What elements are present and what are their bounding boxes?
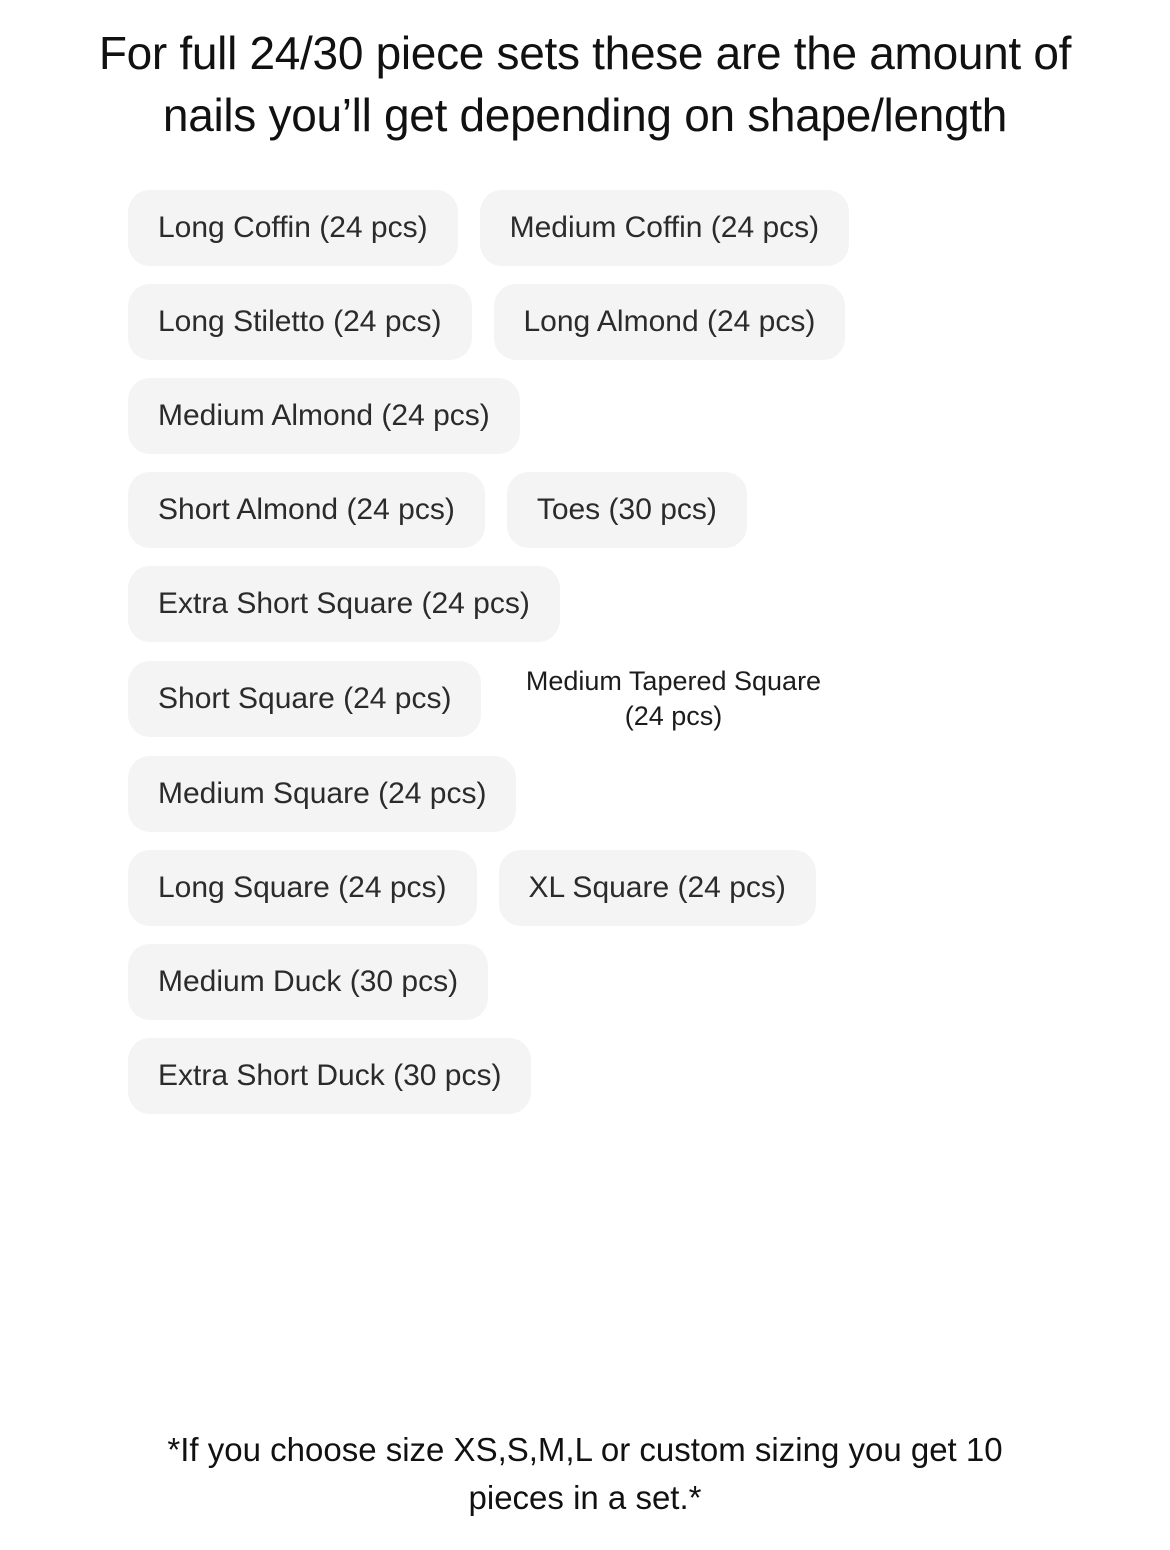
chip-row — [128, 944, 1042, 1020]
shape-chip-extra-short-square[interactable]: Extra Short Square (24 pcs) — [128, 566, 560, 642]
shape-chip-long-stiletto[interactable]: Long Stiletto (24 pcs) — [128, 284, 472, 360]
shape-chip-long-coffin[interactable]: Long Coffin (24 pcs) — [128, 190, 458, 266]
shape-chip-toes[interactable]: Toes (30 pcs) — [507, 472, 747, 548]
shape-chip-long-almond[interactable]: Long Almond (24 pcs) — [494, 284, 846, 360]
chip-row — [128, 378, 1042, 454]
nail-size-info-page — [0, 22, 1170, 1550]
chip-row — [128, 190, 1042, 266]
chip-row — [128, 660, 1042, 738]
shape-chip-short-square[interactable]: Short Square (24 pcs) — [128, 661, 481, 737]
shape-chip-list — [0, 190, 1170, 1114]
chip-row — [128, 284, 1042, 360]
footnote-text: *If you choose size XS,S,M,L or custom sizing you get 10 pieces in a set.* — [167, 1431, 1003, 1517]
shape-label-medium-tapered-square: Medium Tapered Square (24 pcs) — [525, 666, 822, 732]
shape-chip-long-square[interactable]: Long Square (24 pcs) — [128, 850, 477, 926]
chip-row — [128, 1038, 1042, 1114]
shape-chip-medium-square[interactable]: Medium Square (24 pcs) — [128, 756, 516, 832]
chip-row — [128, 566, 1042, 642]
shape-chip-extra-short-duck[interactable]: Extra Short Duck (30 pcs) — [128, 1038, 531, 1114]
shape-chip-short-almond[interactable]: Short Almond (24 pcs) — [128, 472, 485, 548]
shape-chip-medium-almond[interactable]: Medium Almond (24 pcs) — [128, 378, 520, 454]
chip-row — [128, 850, 1042, 926]
page-title: For full 24/30 piece sets these are the amount of nails you’ll get depending on shape/length — [98, 27, 1072, 142]
shape-chip-medium-duck[interactable]: Medium Duck (30 pcs) — [128, 944, 488, 1020]
chip-row — [128, 756, 1042, 832]
shape-chip-xl-square[interactable]: XL Square (24 pcs) — [499, 850, 816, 926]
shape-chip-medium-coffin[interactable]: Medium Coffin (24 pcs) — [480, 190, 850, 266]
chip-row — [128, 472, 1042, 548]
